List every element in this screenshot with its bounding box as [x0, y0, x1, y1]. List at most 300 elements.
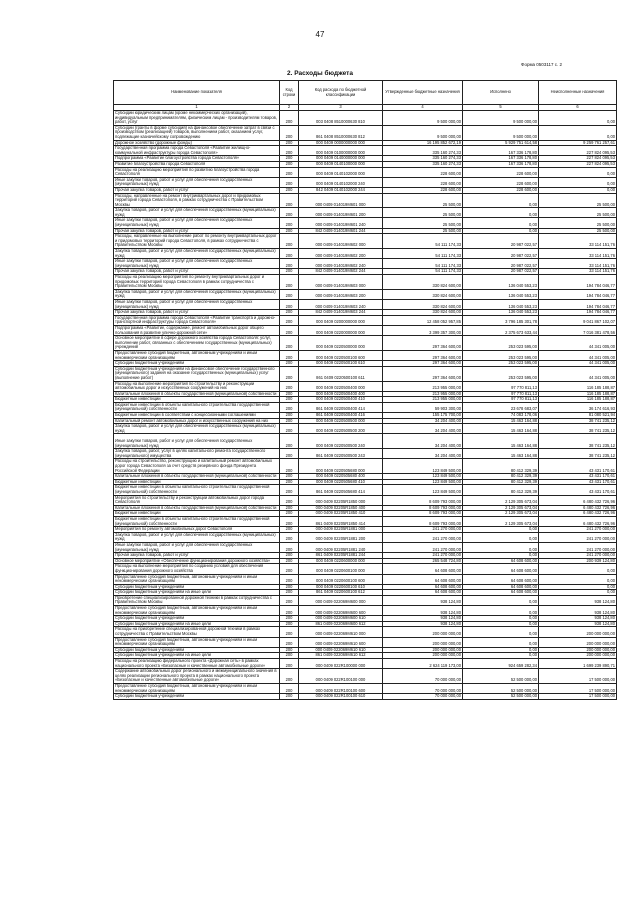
row-approved: 64 608 600,00	[383, 574, 463, 584]
row-line-code: 200	[280, 606, 299, 616]
row-unexecuted: 81 080 521,94	[539, 413, 617, 419]
row-name: Основное мероприятие «Обеспечение функционирования дорожного хозяйства»	[114, 558, 280, 564]
row-unexecuted: 0,00	[539, 167, 617, 177]
row-approved: 123 849 500,00	[383, 485, 463, 495]
row-unexecuted: 1 699 239 890,71	[539, 659, 617, 669]
row-line-code: 200	[280, 156, 299, 162]
row-unexecuted: 6 480 432 726,96	[539, 505, 617, 511]
row-executed: 20 987 022,57	[463, 234, 539, 249]
row-line-code: 200	[280, 683, 299, 693]
expenses-table	[113, 80, 617, 700]
row-approved: 9 500 000,00	[383, 125, 463, 140]
row-name: Закупка товаров, работ и услуг для обеспечения государственных (муниципальных) нужд	[114, 249, 280, 259]
table-row	[114, 683, 617, 693]
table-row	[114, 459, 617, 474]
row-line-code: 200	[280, 391, 299, 397]
row-approved: 8 609 793 000,00	[383, 511, 463, 517]
row-name: Бюджетные инвестиции	[114, 397, 280, 403]
row-executed: 228 600,00	[463, 167, 539, 177]
row-unexecuted: 44 341 005,00	[539, 336, 617, 351]
row-approved: 335 160 274,33	[383, 161, 463, 167]
row-line-code: 200	[280, 542, 299, 552]
row-name: Субсидии бюджетным учреждениям на иные цели	[114, 653, 280, 659]
row-approved: 213 955 000,00	[383, 391, 463, 397]
row-budget-code: 861 0409 02205R1881 244	[299, 553, 383, 559]
row-unexecuted: 33 114 151,76	[539, 269, 617, 275]
row-approved: 25 500,00	[383, 208, 463, 218]
row-unexecuted: 116 185 188,87	[539, 397, 617, 403]
row-unexecuted: 33 114 151,76	[539, 249, 617, 259]
row-name: Развитие благоустройства города Севастополя	[114, 161, 280, 167]
row-approved: 54 111 174,33	[383, 234, 463, 249]
row-line-code: 200	[280, 140, 299, 146]
row-name: Субсидии юридическим лицам (кроме некоммерческих организаций), индивидуальным предпринимателям, физическим лицам - производителям товаров, работ, услуг	[114, 111, 280, 126]
row-executed: 0,00	[463, 621, 539, 627]
table-row	[114, 289, 617, 299]
row-budget-code: 861 0409 0220500400 414	[299, 402, 383, 412]
table-row	[114, 259, 617, 269]
row-budget-code: 000 0409 0220500500 000	[299, 418, 383, 424]
row-budget-code: 000 0409 0140102000 240	[299, 177, 383, 187]
row-executed: 136 040 553,23	[463, 310, 539, 316]
row-line-code: 200	[280, 584, 299, 590]
row-unexecuted: 36 174 616,93	[539, 402, 617, 412]
row-line-code: 200	[280, 381, 299, 391]
row-line-code: 200	[280, 336, 299, 351]
row-name: Капитальные вложения в объекты государственной (муниципальной) собственности	[114, 505, 280, 511]
row-budget-code: 861 0409 0220500100 611	[299, 366, 383, 381]
row-name: Субсидии бюджетным учреждениям	[114, 647, 280, 653]
row-budget-code: 000 0409 0220600100 610	[299, 584, 383, 590]
row-unexecuted: 194 784 046,77	[539, 310, 617, 316]
row-budget-code: 000 0409 022069М610 000	[299, 627, 383, 637]
row-line-code: 200	[280, 516, 299, 526]
row-executed: 23 678 683,07	[463, 402, 539, 412]
row-approved: 241 270 000,00	[383, 527, 463, 533]
row-unexecuted: 0,00	[539, 177, 617, 187]
row-approved: 200 000 000,00	[383, 627, 463, 637]
row-line-code: 200	[280, 125, 299, 140]
row-budget-code: 000 0409 022R100100 600	[299, 683, 383, 693]
row-unexecuted: 227 824 095,53	[539, 146, 617, 156]
row-approved: 3 399 357 300,00	[383, 325, 463, 335]
row-executed: 3 796 185 301,78	[463, 315, 539, 325]
header-name: Наименование показателя	[114, 81, 280, 105]
row-unexecuted: 9 259 761 257,61	[539, 140, 617, 146]
row-executed: 136 040 553,23	[463, 300, 539, 310]
row-name: Предоставление субсидий бюджетным, автономным учреждениям и иным некоммерческим организациям	[114, 350, 280, 360]
row-approved: 200 000 000,00	[383, 653, 463, 659]
row-unexecuted: 241 270 000,00	[539, 553, 617, 559]
row-line-code: 200	[280, 310, 299, 316]
table-row	[114, 315, 617, 325]
row-approved: 123 849 500,00	[383, 459, 463, 474]
row-budget-code: 000 0409 0220500100 600	[299, 350, 383, 360]
row-budget-code: 000 0409 0220500000 000	[299, 336, 383, 351]
row-approved: 2 624 119 173,00	[383, 659, 463, 669]
row-budget-code: 000 0409 014019М602 000	[299, 234, 383, 249]
row-approved: 54 111 174,33	[383, 259, 463, 269]
row-approved: 16 195 852 672,19	[383, 140, 463, 146]
row-executed: 80 412 329,39	[463, 459, 539, 474]
row-budget-code: 000 0409 0220000000 000	[299, 325, 383, 335]
row-unexecuted: 0,00	[539, 111, 617, 126]
row-name: Бюджетные инвестиции в объекты капитального строительства государственной (муниципальной) собственности	[114, 516, 280, 526]
row-line-code: 200	[280, 505, 299, 511]
table-row	[114, 424, 617, 434]
table-row	[114, 336, 617, 351]
row-approved: 59 903 300,00	[383, 402, 463, 412]
row-line-code: 200	[280, 647, 299, 653]
row-name: Предоставление субсидий бюджетным, автономным учреждениям и иным некоммерческим организациям	[114, 637, 280, 647]
row-unexecuted: 33 114 151,76	[539, 234, 617, 249]
row-unexecuted: 43 431 170,61	[539, 485, 617, 495]
row-executed: 0,00	[463, 542, 539, 552]
table-row	[114, 542, 617, 552]
row-approved: 297 364 600,00	[383, 366, 463, 381]
row-budget-code: 000 0409 014019М603 200	[299, 289, 383, 299]
row-unexecuted: 25 500,00	[539, 193, 617, 208]
table-row	[114, 434, 617, 449]
row-unexecuted: 200 000 000,00	[539, 637, 617, 647]
row-budget-code: 842 0409 014019М601 244	[299, 228, 383, 234]
row-budget-code: 000 0409 0220505680 000	[299, 459, 383, 474]
row-approved: 265 548 724,80	[383, 558, 463, 564]
row-name: Закупка товаров, работ и услуг для обеспечения государственных (муниципальных) нужд	[114, 532, 280, 542]
row-approved: 70 000 000,00	[383, 669, 463, 684]
row-name: Основное мероприятие в сфере дорожного хозяйства города Севастополя: услуг, выполнение работ, связанных с обеспечением государственных (муниципальных) учреждений	[114, 336, 280, 351]
row-name: Иные закупки товаров, работ и услуг для обеспечения государственных (муниципальных) нужд	[114, 177, 280, 187]
row-budget-code: 000 0409 014019М601 000	[299, 193, 383, 208]
table-row	[114, 564, 617, 574]
row-name: Государственная программа города Севастополя «Развитие жилищно-коммунальной инфраструктуры города Севастополя»	[114, 146, 280, 156]
row-budget-code: 000 0409 0220600100 600	[299, 574, 383, 584]
row-approved: 938 124,80	[383, 616, 463, 622]
table-row	[114, 325, 617, 335]
row-name: Субсидии бюджетным учреждениям на иные цели	[114, 590, 280, 596]
row-name: Субсидии бюджетным учреждениям	[114, 694, 280, 700]
row-approved: 938 124,80	[383, 606, 463, 616]
row-line-code: 200	[280, 111, 299, 126]
row-line-code: 200	[280, 177, 299, 187]
row-unexecuted: 241 270 000,00	[539, 532, 617, 542]
row-line-code: 200	[280, 495, 299, 505]
row-executed: 64 608 600,00	[463, 564, 539, 574]
row-unexecuted: 7 016 381 478,56	[539, 325, 617, 335]
row-line-code: 200	[280, 289, 299, 299]
row-unexecuted: 938 124,80	[539, 621, 617, 627]
row-name: Подпрограмма «Развитие, содержание, ремонт автомобильных дорог общего пользования в развитие улично-дорожной сети»	[114, 325, 280, 335]
row-approved: 25 500,00	[383, 218, 463, 228]
row-executed: 97 770 811,13	[463, 381, 539, 391]
row-approved: 297 364 600,00	[383, 361, 463, 367]
row-unexecuted: 0,00	[539, 574, 617, 584]
row-unexecuted: 17 500 000,00	[539, 669, 617, 684]
row-executed: 2 129 305 673,04	[463, 505, 539, 511]
table-row	[114, 146, 617, 156]
row-budget-code: 000 0409 014019М602 200	[299, 249, 383, 259]
row-budget-code: 000 0409 0100000000 000	[299, 146, 383, 156]
row-unexecuted: 227 824 095,53	[539, 156, 617, 162]
table-row	[114, 495, 617, 505]
table-row	[114, 125, 617, 140]
row-unexecuted: 227 824 095,53	[539, 161, 617, 167]
row-unexecuted: 25 500,00	[539, 208, 617, 218]
row-budget-code: 000 0409 0220600000 000	[299, 558, 383, 564]
row-unexecuted: 44 341 005,00	[539, 366, 617, 381]
row-executed: 2 129 305 673,04	[463, 511, 539, 517]
row-approved: 64 608 600,00	[383, 590, 463, 596]
row-line-code: 200	[280, 479, 299, 485]
row-executed: 0,00	[463, 228, 539, 234]
row-executed: 20 987 022,57	[463, 269, 539, 275]
row-line-code: 200	[280, 564, 299, 574]
row-approved: 938 124,80	[383, 621, 463, 627]
row-approved: 330 824 600,00	[383, 275, 463, 290]
row-name: Предоставление субсидий бюджетным, автономным учреждениям и иным некоммерческим организациям	[114, 574, 280, 584]
col-number: 6	[539, 105, 617, 111]
row-executed: 97 770 811,13	[463, 391, 539, 397]
row-line-code: 200	[280, 146, 299, 156]
table-row	[114, 350, 617, 360]
row-executed: 253 023 595,00	[463, 361, 539, 367]
row-budget-code: 000 0409 0220500400 000	[299, 381, 383, 391]
row-approved: 12 458 052 957,85	[383, 315, 463, 325]
row-name: Субсидии бюджетным учреждениям	[114, 584, 280, 590]
table-row	[114, 167, 617, 177]
row-name: Иные закупки товаров, работ и услуг для обеспечения государственных (муниципальных) нужд	[114, 218, 280, 228]
row-name: Закупка товаров, работ и услуг для обеспечения государственных (муниципальных) нужд	[114, 289, 280, 299]
row-name: Субсидии бюджетным учреждениям	[114, 361, 280, 367]
row-budget-code: 000 0409 02205R1881 200	[299, 532, 383, 542]
row-line-code: 200	[280, 161, 299, 167]
row-name: Субсидии бюджетным учреждениям на иные цели	[114, 621, 280, 627]
row-unexecuted: 33 114 151,76	[539, 259, 617, 269]
row-unexecuted: 17 500 000,00	[539, 683, 617, 693]
row-budget-code: 861 0409 022069М600 612	[299, 621, 383, 627]
row-budget-code: 000 0409 0220500400 410	[299, 397, 383, 403]
row-name: Расходы на реализацию мероприятий по развитию благоустройства города Севастополя	[114, 167, 280, 177]
row-executed: 15 463 164,88	[463, 449, 539, 459]
table-row	[114, 402, 617, 412]
table-row	[114, 606, 617, 616]
row-approved: 54 111 174,33	[383, 269, 463, 275]
row-line-code: 200	[280, 249, 299, 259]
row-unexecuted: 43 431 170,61	[539, 459, 617, 474]
row-line-code: 200	[280, 558, 299, 564]
table-row	[114, 627, 617, 637]
row-budget-code: 000 0409 02205R1850 410	[299, 511, 383, 517]
table-row	[114, 637, 617, 647]
row-executed: 136 040 553,23	[463, 289, 539, 299]
row-approved: 330 824 600,00	[383, 300, 463, 310]
row-name: Расходы, направленные на выполнение работ по ремонту внутриквартальных дорог и придомовых территорий города Севастополя, в рамках сотрудничества с Правительством Москвы	[114, 234, 280, 249]
row-approved: 200 000 000,00	[383, 637, 463, 647]
row-line-code: 200	[280, 361, 299, 367]
row-line-code: 200	[280, 167, 299, 177]
row-executed: 253 023 595,00	[463, 366, 539, 381]
row-executed: 0,00	[463, 193, 539, 208]
row-approved: 228 600,00	[383, 167, 463, 177]
row-budget-code: 000 0409 0000000000 000	[299, 140, 383, 146]
row-executed: 20 987 022,57	[463, 249, 539, 259]
row-line-code: 200	[280, 315, 299, 325]
table-row	[114, 532, 617, 542]
row-line-code: 200	[280, 669, 299, 684]
table-row	[114, 381, 617, 391]
row-line-code: 200	[280, 449, 299, 459]
row-line-code: 200	[280, 300, 299, 310]
row-approved: 25 500,00	[383, 228, 463, 234]
row-name: Бюджетные инвестиции в соответствии с концессионными соглашениями	[114, 413, 280, 419]
row-unexecuted: 194 784 046,77	[539, 275, 617, 290]
row-budget-code: 000 0409 0200000000 000	[299, 315, 383, 325]
row-budget-code: 000 0409 0220500100 610	[299, 361, 383, 367]
row-budget-code: 861 0409 0220505680 414	[299, 485, 383, 495]
row-executed: 15 463 164,88	[463, 418, 539, 424]
row-name: Мероприятия по ремонту автомобильных дорог Севастополя	[114, 527, 280, 533]
row-name: Дорожное хозяйство (дорожные фонды)	[114, 140, 280, 146]
row-executed: 5 929 751 614,58	[463, 140, 539, 146]
row-name: Предоставление субсидий бюджетным, автономным учреждениям и иным некоммерческим организациям	[114, 683, 280, 693]
row-executed: 0,00	[463, 653, 539, 659]
row-name: Субсидии (гранты в форме субсидий) на финансовое обеспечение затрат в связи с производством (реализацией) товаров, выполнением работ, оказанием услуг, подлежащие казначейскому сопровождению	[114, 125, 280, 140]
row-name: Прочая закупка товаров, работ и услуг	[114, 553, 280, 559]
table-row	[114, 516, 617, 526]
row-line-code: 200	[280, 424, 299, 434]
row-name: Содержание автомобильных дорог регионального и межмуниципального значения в целях реализации регионального проекта в рамках национального проекта «Безопасные и качественные автомобильные дороги»	[114, 669, 280, 684]
row-name: Закупка товаров, работ и услуг для обеспечения государственных (муниципальных) нужд	[114, 424, 280, 434]
row-budget-code: 000 0409 022069М610 610	[299, 647, 383, 653]
row-name: Расходы, направленные на ремонт внутриквартальных дорог и придомовых территорий города Севастополя, в рамках сотрудничества с Правительством Москвы	[114, 193, 280, 208]
row-name: Иные закупки товаров, работ и услуг для обеспечения государственных (муниципальных) нужд	[114, 259, 280, 269]
row-executed: 2 129 305 673,04	[463, 495, 539, 505]
row-name: Расходы на строительство, реконструкцию и капитальный ремонт автомобильных дорог города Севастополя за счет средств резервного фонда Президента Российской Федерации	[114, 459, 280, 474]
table-row	[114, 208, 617, 218]
row-executed: 167 336 178,80	[463, 146, 539, 156]
row-approved: 335 160 274,33	[383, 156, 463, 162]
row-unexecuted: 200 939 124,80	[539, 558, 617, 564]
row-unexecuted: 0,00	[539, 125, 617, 140]
row-unexecuted: 0,00	[539, 584, 617, 590]
row-name: Мероприятия по строительству и реконструкции автомобильных дорог города Севастополя	[114, 495, 280, 505]
row-executed: 64 608 600,00	[463, 584, 539, 590]
row-executed: 228 600,00	[463, 187, 539, 193]
row-budget-code: 000 0409 022069М600 600	[299, 606, 383, 616]
row-approved: 241 270 000,00	[383, 553, 463, 559]
row-executed: 80 412 329,39	[463, 479, 539, 485]
row-executed: 2 375 673 633,44	[463, 325, 539, 335]
row-budget-code: 000 0409 0140102000 000	[299, 167, 383, 177]
row-budget-code: 000 0409 022R100000 000	[299, 659, 383, 669]
row-line-code: 200	[280, 366, 299, 381]
row-line-code: 200	[280, 474, 299, 480]
table-row	[114, 669, 617, 684]
row-approved: 8 609 793 000,00	[383, 516, 463, 526]
row-line-code: 200	[280, 234, 299, 249]
row-line-code: 200	[280, 659, 299, 669]
row-executed: 0,00	[463, 208, 539, 218]
row-name: Капитальные вложения в объекты государственной (муниципальной) собственности	[114, 391, 280, 397]
row-name: Расходы на выполнение мероприятий по созданию условий для обеспечения функционирования дорожного хозяйства	[114, 564, 280, 574]
row-name: Субсидии бюджетным учреждениям на финансовое обеспечение государственного (муниципального) задания на оказание государственных (муниципальных) услуг (выполнение работ)	[114, 366, 280, 381]
row-executed: 52 500 000,00	[463, 694, 539, 700]
header-unexecuted: Неисполненные назначения	[539, 81, 617, 105]
col-number: 2	[280, 105, 299, 111]
row-budget-code: 000 0409 014019М602 240	[299, 259, 383, 269]
row-line-code: 200	[280, 511, 299, 517]
row-name: Субсидии бюджетным учреждениям	[114, 616, 280, 622]
row-executed: 0,00	[463, 627, 539, 637]
row-approved: 213 955 000,00	[383, 397, 463, 403]
row-approved: 64 608 600,00	[383, 584, 463, 590]
row-unexecuted: 6 480 432 726,96	[539, 516, 617, 526]
row-approved: 335 160 274,33	[383, 146, 463, 156]
document-title: 2. Расходы бюджета	[287, 70, 353, 77]
row-line-code: 200	[280, 259, 299, 269]
row-unexecuted: 116 185 188,87	[539, 381, 617, 391]
row-line-code: 200	[280, 590, 299, 596]
row-unexecuted: 38 741 235,12	[539, 418, 617, 424]
row-line-code: 200	[280, 208, 299, 218]
row-line-code: 200	[280, 418, 299, 424]
table-row	[114, 449, 617, 459]
row-unexecuted: 0,00	[539, 187, 617, 193]
row-budget-code: 842 0409 0140102000 244	[299, 187, 383, 193]
row-unexecuted: 938 124,80	[539, 616, 617, 622]
row-approved: 54 111 174,33	[383, 249, 463, 259]
row-line-code: 200	[280, 595, 299, 605]
row-name: Предоставление субсидий бюджетным, автономным учреждениям и иным некоммерческим организациям	[114, 606, 280, 616]
table-row	[114, 366, 617, 381]
row-budget-code: 861 0409 0220500500 243	[299, 449, 383, 459]
row-budget-code: 000 0409 0220505680 410	[299, 479, 383, 485]
row-budget-code: 000 0409 014019М601 200	[299, 208, 383, 218]
row-line-code: 200	[280, 413, 299, 419]
row-unexecuted: 38 741 235,12	[539, 434, 617, 449]
row-line-code: 200	[280, 574, 299, 584]
row-line-code: 200	[280, 397, 299, 403]
table-row	[114, 111, 617, 126]
col-number: 4	[383, 105, 463, 111]
row-budget-code: 000 0409 014019М603 240	[299, 300, 383, 310]
table-row	[114, 275, 617, 290]
row-budget-code: 842 0409 014019М603 244	[299, 310, 383, 316]
row-budget-code: 842 0409 014019М602 244	[299, 269, 383, 275]
row-executed: 0,00	[463, 606, 539, 616]
row-budget-code: 861 0408 8510000630 812	[299, 125, 383, 140]
table-body	[114, 111, 617, 700]
table-row	[114, 485, 617, 495]
row-approved: 200 000 000,00	[383, 647, 463, 653]
row-unexecuted: 194 784 046,77	[539, 289, 617, 299]
row-unexecuted: 241 270 000,00	[539, 542, 617, 552]
row-unexecuted: 0,00	[539, 564, 617, 574]
row-line-code: 200	[280, 485, 299, 495]
row-approved: 64 608 600,00	[383, 564, 463, 574]
row-executed: 0,00	[463, 527, 539, 533]
row-unexecuted: 938 124,80	[539, 595, 617, 605]
row-unexecuted: 6 480 432 726,96	[539, 495, 617, 505]
row-approved: 8 609 793 000,00	[383, 505, 463, 511]
row-name: Иные закупки товаров, работ и услуг для обеспечения государственных (муниципальных) нужд	[114, 300, 280, 310]
row-executed: 20 987 022,57	[463, 259, 539, 269]
row-budget-code: 000 0409 0140000000 000	[299, 156, 383, 162]
row-line-code: 200	[280, 228, 299, 234]
header-budget-code: Код расхода по бюджетной классификации	[299, 81, 383, 105]
row-approved: 70 000 000,00	[383, 694, 463, 700]
row-line-code: 200	[280, 187, 299, 193]
